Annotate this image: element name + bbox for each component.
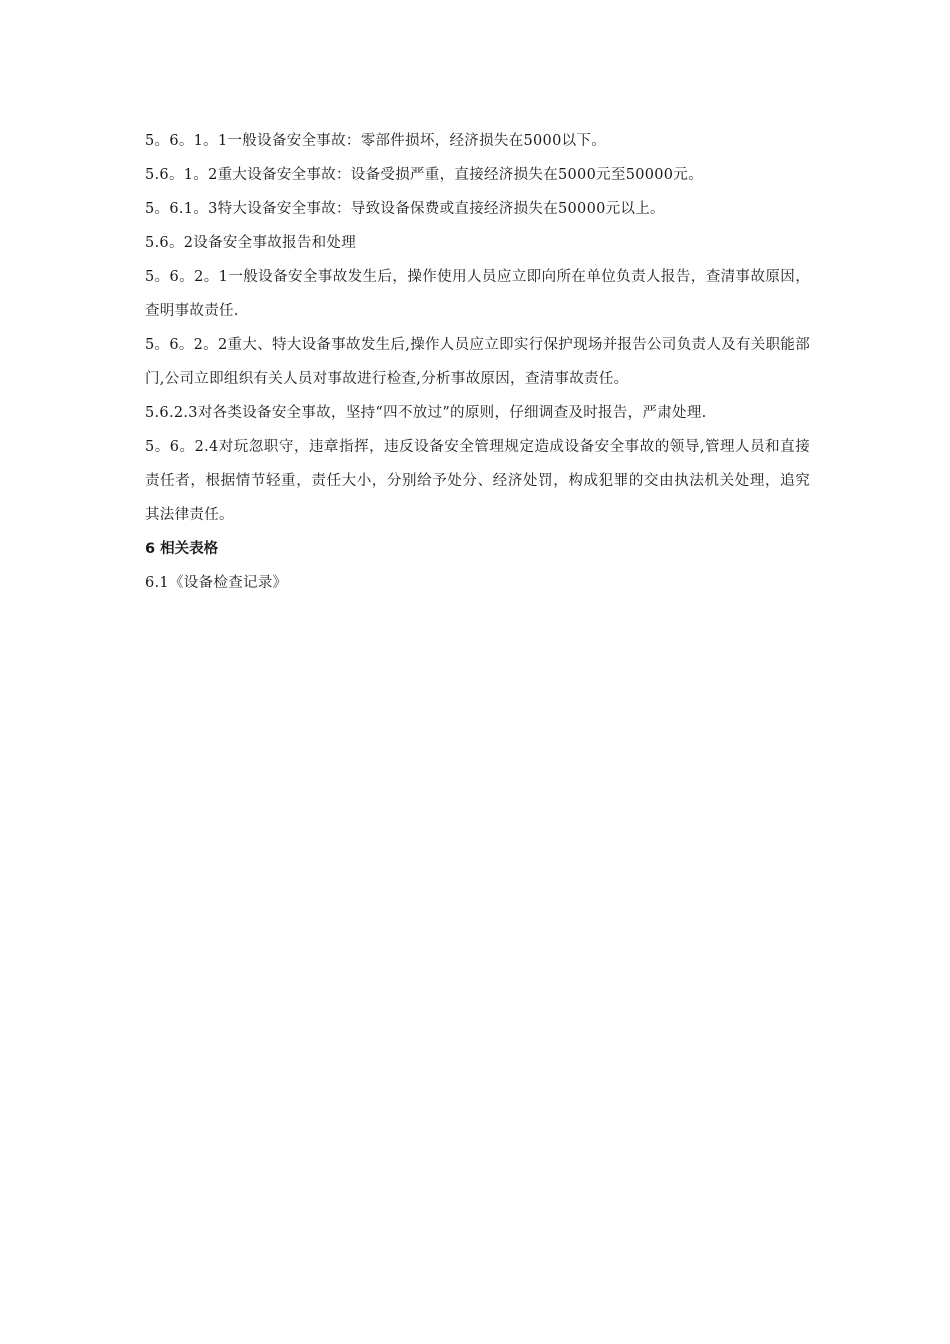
- clause-5-6-2-3: 5.6.2.3对各类设备安全事故，坚持“四不放过”的原则，仔细调查及时报告，严肃处理.: [145, 405, 707, 421]
- clause-5-6-2-4: 5。6。2.4对玩忽职守，违章指挥，违反设备安全管理规定造成设备安全事故的领导,管理人员和直接责任者，根据情节轻重，责任大小，分别给予处分、经济处罚，构成犯罪的交由执法机关处理，追究其法律责任。: [145, 439, 810, 523]
- section-heading: 6 相关表格: [145, 541, 219, 557]
- document-body: [145, 124, 810, 600]
- clause-5-6-1-1: 5。6。1。1一般设备安全事故：零部件损坏，经济损失在5000以下。: [145, 133, 606, 149]
- clause-5-6-2-2: 5。6。2。2重大、特大设备事故发生后,操作人员应立即实行保护现场并报告公司负责人及有关职能部门,公司立即组织有关人员对事故进行检查,分析事故原因，查清事故责任。: [145, 337, 810, 387]
- form-reference: 6.1《设备检查记录》: [145, 575, 288, 591]
- clause-5-6-1-2: 5.6。1。2重大设备安全事故：设备受损严重，直接经济损失在5000元至50000元。: [145, 167, 703, 183]
- clause-5-6-2-1: 5。6。2。1一般设备安全事故发生后，操作使用人员应立即向所在单位负责人报告，查清事故原因，查明事故责任.: [145, 269, 810, 319]
- clause-5-6-1-3: 5。6.1。3特大设备安全事故：导致设备保费或直接经济损失在50000元以上。: [145, 201, 665, 217]
- clause-5-6-2-title: 5.6。2设备安全事故报告和处理: [145, 235, 357, 251]
